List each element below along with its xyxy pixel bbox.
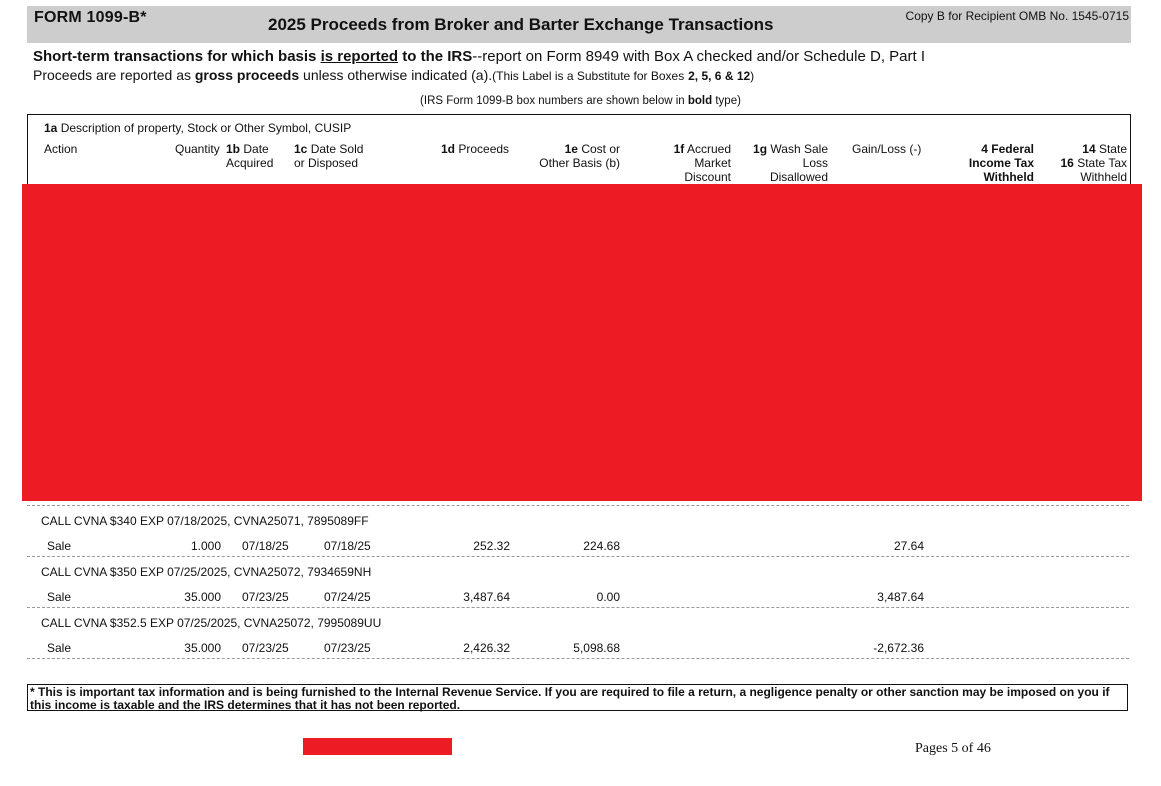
- transaction-date-sold: 07/23/25: [324, 641, 371, 655]
- col-federal-withheld: [944, 142, 1034, 184]
- column-label: Accrued: [686, 142, 731, 156]
- column-label: Loss: [802, 156, 828, 170]
- box-number: 1f: [673, 142, 685, 156]
- transaction-quantity: 35.000: [184, 641, 221, 655]
- heading-reported: is reported: [320, 48, 399, 65]
- col-wash-sale: [737, 142, 828, 184]
- box-number: 14: [1082, 142, 1096, 156]
- transaction-description: CALL CVNA $340 EXP 07/18/2025, CVNA25071, 7895089FF: [41, 514, 369, 528]
- box-number: 1c: [294, 142, 308, 156]
- transaction-date-acquired: 07/23/25: [242, 641, 289, 655]
- transaction-date-acquired: 07/23/25: [242, 590, 289, 604]
- column-label: Wash Sale: [770, 142, 828, 156]
- irs-box-note: [0, 95, 1161, 107]
- column-label: Income Tax: [968, 156, 1034, 170]
- col-date-sold: [294, 142, 363, 170]
- col-quantity: Quantity: [175, 142, 220, 156]
- column-label: Date Sold: [310, 142, 364, 156]
- box-number: 1a: [44, 121, 58, 135]
- form-number: FORM 1099-B*: [34, 9, 147, 26]
- proceeds-part: unless otherwise indicated (a).: [303, 67, 493, 83]
- box-number: 1d: [441, 142, 456, 156]
- column-label: Cost or: [581, 142, 620, 156]
- transaction-action: Sale: [47, 641, 72, 655]
- col-gain-loss: Gain/Loss (-): [852, 142, 922, 156]
- transaction-proceeds: 252.32: [473, 539, 510, 553]
- page-number: Pages 5 of 46: [915, 741, 991, 756]
- transaction-quantity: 1.000: [190, 539, 221, 553]
- transaction-cost: 224.68: [583, 539, 620, 553]
- column-label: Withheld: [1080, 170, 1127, 184]
- heading-part: to the IRS: [402, 48, 473, 65]
- transaction-date-acquired: 07/18/25: [242, 539, 289, 553]
- heading-part: --report on Form 8949 with Box A checked and/or Schedule D, Part I: [472, 48, 925, 65]
- transaction-quantity: 35.000: [184, 590, 221, 604]
- box-number: 1b: [226, 142, 241, 156]
- redaction-block: [22, 184, 1142, 501]
- column-label: or Disposed: [294, 156, 359, 170]
- transaction-action: Sale: [47, 539, 72, 553]
- col-state-withheld: [1036, 142, 1127, 184]
- transaction-description: CALL CVNA $350 EXP 07/25/2025, CVNA25072, 7934659NH: [41, 565, 372, 579]
- description-column-header: [44, 121, 351, 135]
- transaction-date-sold: 07/18/25: [324, 539, 371, 553]
- transaction-gain-loss: 3,487.64: [877, 590, 924, 604]
- column-label: Other Basis (b): [539, 156, 620, 170]
- column-label: 4 Federal: [981, 142, 1034, 156]
- label-boxes: 2, 5, 6 & 12: [688, 69, 751, 83]
- transaction-proceeds: 2,426.32: [463, 641, 510, 655]
- transaction-cost: 0.00: [596, 590, 620, 604]
- col-action: Action: [44, 142, 78, 156]
- col-date-acquired: [226, 142, 273, 170]
- redaction-block-footer: [303, 738, 452, 755]
- column-label: Description of property, Stock or Other Symbol, CUSIP: [60, 121, 352, 135]
- box-number: 16: [1060, 156, 1074, 170]
- proceeds-note: [33, 67, 754, 83]
- transaction-gain-loss: -2,672.36: [873, 641, 924, 655]
- irs-note-text: (IRS Form 1099-B box numbers are shown below in: [420, 95, 685, 107]
- transaction-cost: 5,098.68: [573, 641, 620, 655]
- heading-part: Short-term transactions for which basis: [33, 48, 317, 65]
- irs-note-bold: bold: [687, 95, 713, 107]
- transaction-action: Sale: [47, 590, 72, 604]
- column-label: State Tax: [1077, 156, 1127, 170]
- form-title: 2025 Proceeds from Broker and Barter Exchange Transactions: [268, 15, 774, 34]
- box-number: 1g: [753, 142, 768, 156]
- column-label: Disallowed: [769, 170, 828, 184]
- transaction-description: CALL CVNA $352.5 EXP 07/25/2025, CVNA25072, 7995089UU: [41, 616, 382, 630]
- column-label: Discount: [684, 170, 731, 184]
- row-divider: [27, 505, 1129, 506]
- irs-note-text: type): [715, 95, 741, 107]
- col-cost-basis: [520, 142, 620, 170]
- column-label: Date: [243, 142, 269, 156]
- label-substitute: (This Label is a Substitute for Boxes: [492, 69, 685, 83]
- gross-proceeds: gross proceeds: [194, 67, 300, 83]
- column-label: Market: [694, 156, 731, 170]
- col-proceeds: [441, 142, 509, 156]
- row-divider: [27, 556, 1129, 557]
- column-label: State: [1098, 142, 1127, 156]
- column-label: Acquired: [226, 156, 274, 170]
- col-accrued-discount: [640, 142, 731, 184]
- row-divider: [27, 607, 1129, 608]
- label-close: ): [750, 69, 755, 83]
- proceeds-part: Proceeds are reported as: [33, 67, 191, 83]
- column-label: Withheld: [983, 170, 1034, 184]
- transaction-proceeds: 3,487.64: [463, 590, 510, 604]
- transaction-date-sold: 07/24/25: [324, 590, 371, 604]
- row-divider: [27, 658, 1129, 659]
- tax-notice: * This is important tax information and is being furnished to the Internal Revenue Service. If you are required to file a return, a negligence penalty or other sanction may be imposed on you if this income is taxable and the IRS determines that it has not been reported.: [27, 684, 1128, 711]
- short-term-heading: [33, 48, 925, 65]
- copy-recipient-line: Copy B for Recipient OMB No. 1545-0715: [905, 9, 1129, 23]
- transaction-gain-loss: 27.64: [893, 539, 924, 553]
- box-number: 1e: [564, 142, 578, 156]
- column-label: Proceeds: [458, 142, 510, 156]
